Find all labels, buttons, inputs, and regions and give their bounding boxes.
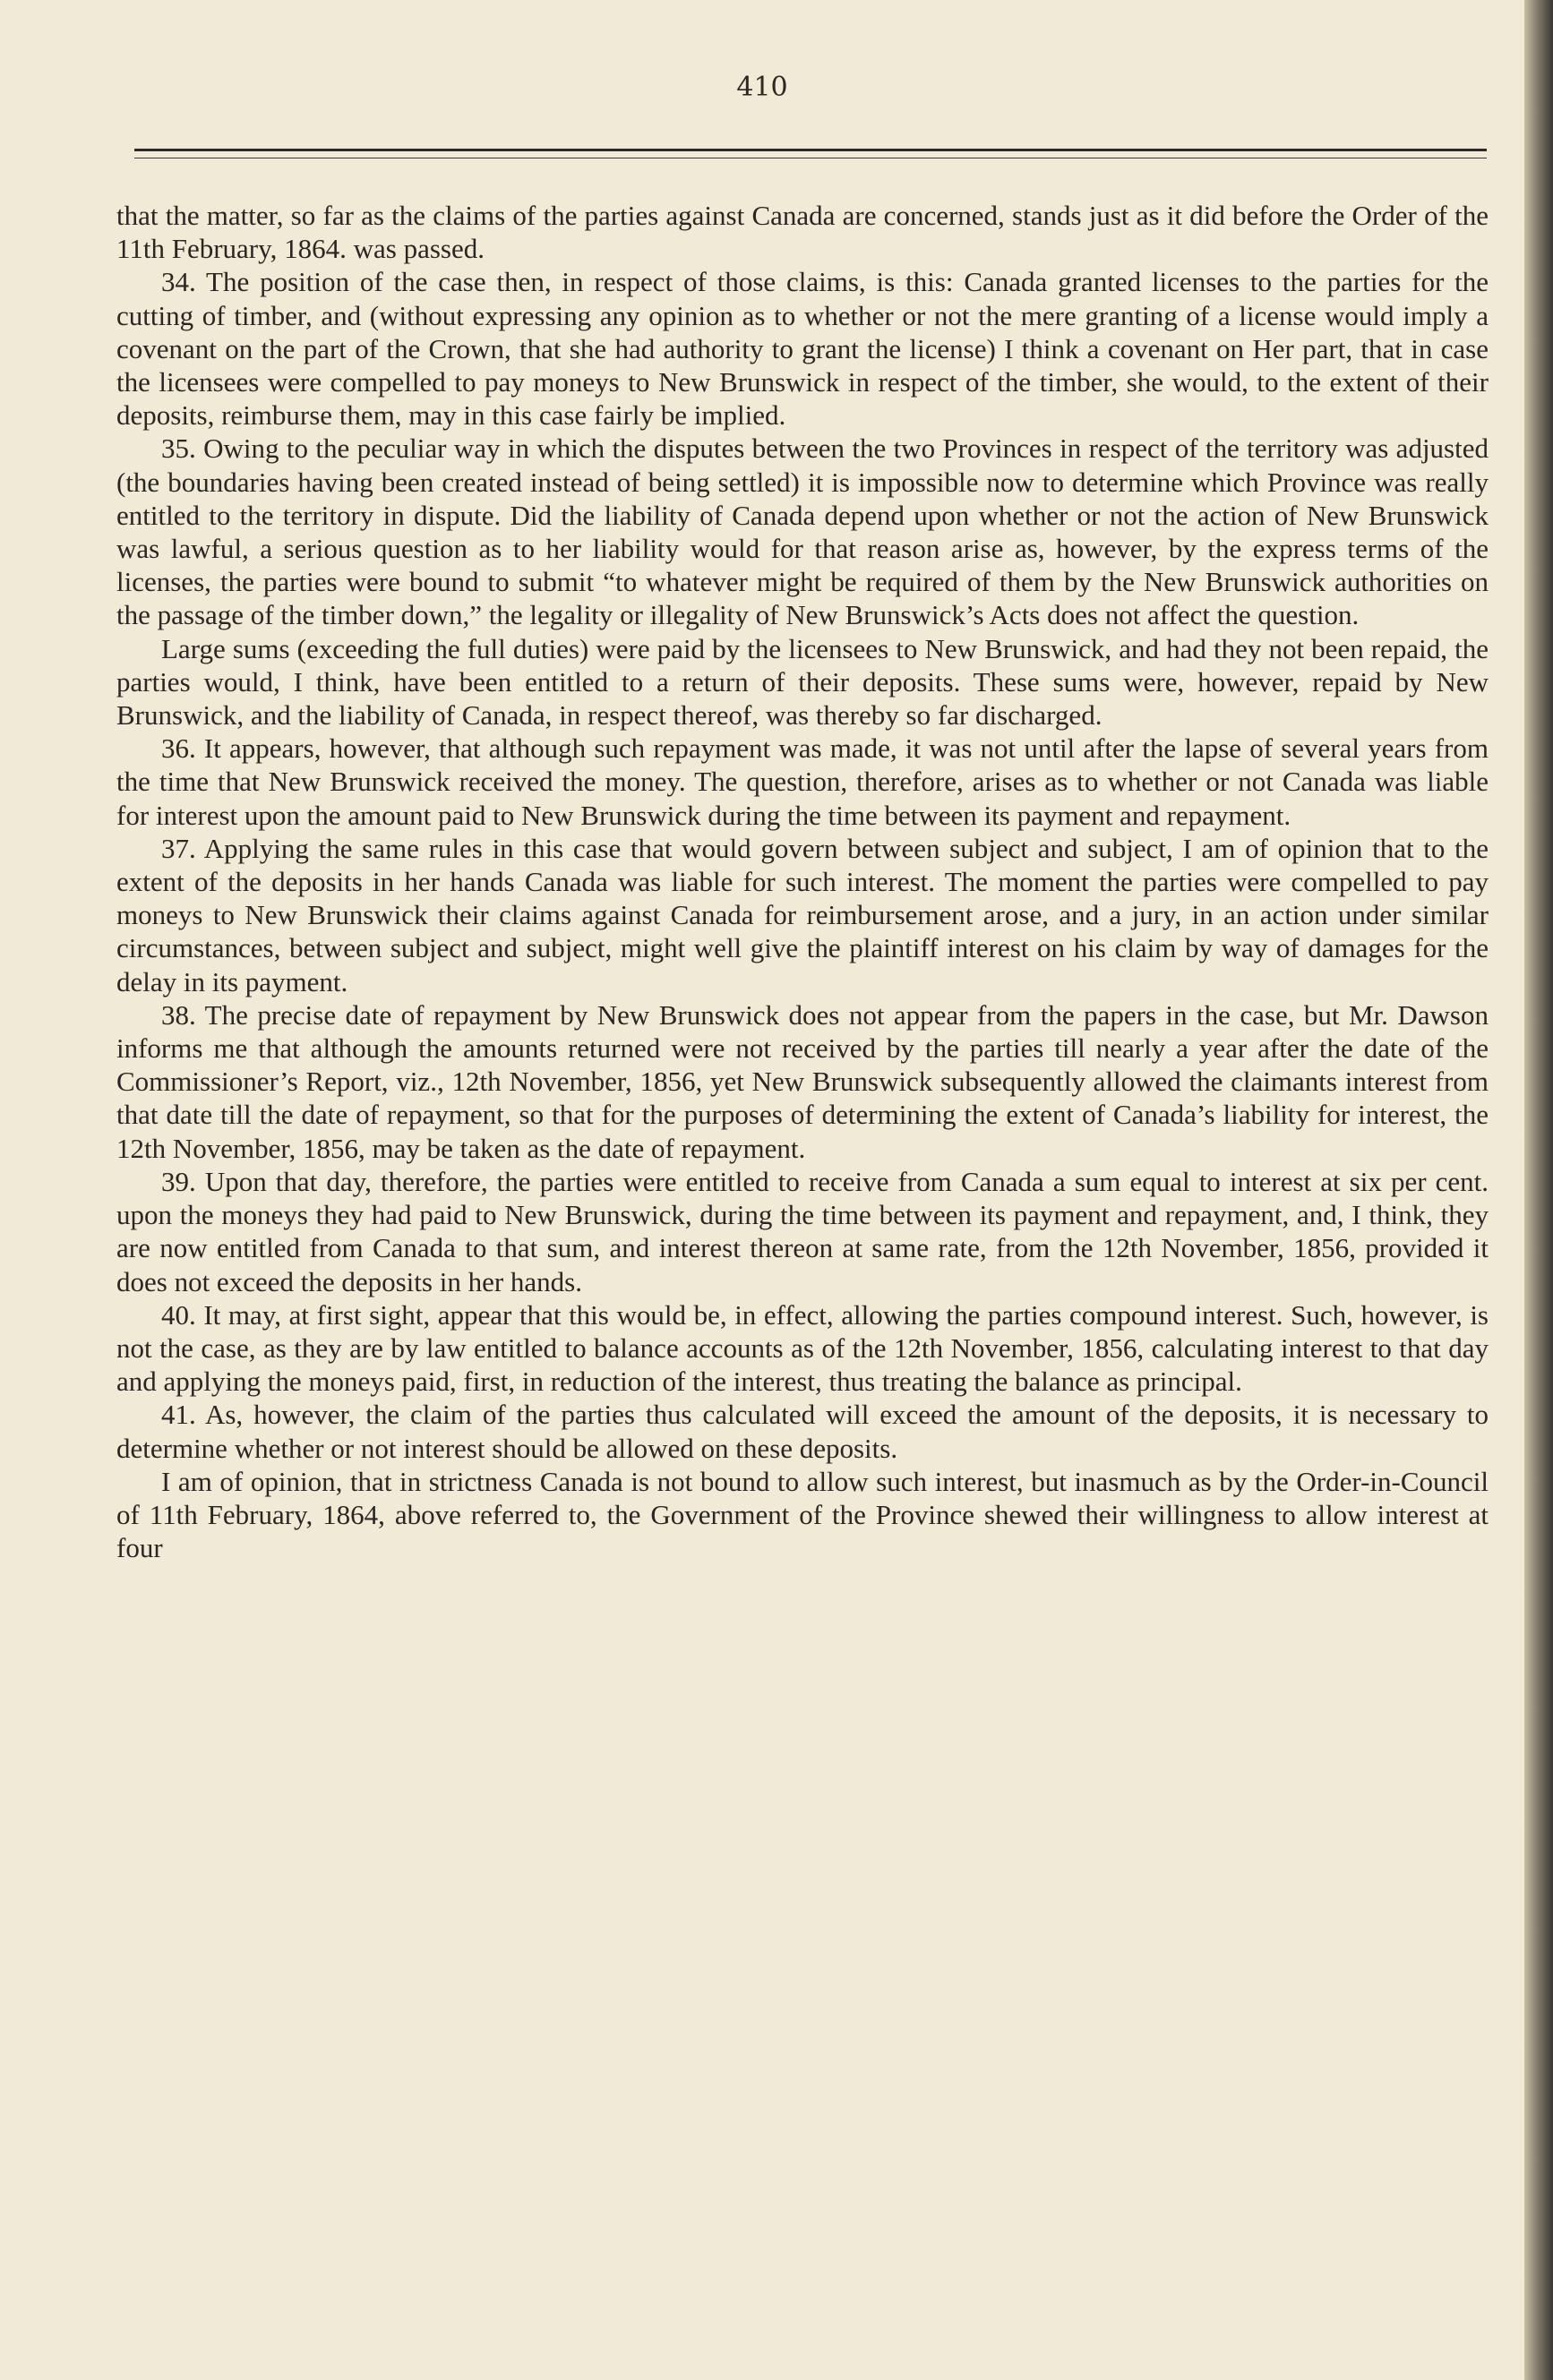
paragraph-36: 36. It appears, however, that although such repayment was made, it was not until after the lapse of several years from the time that New Brunswick received the money. The question, therefore, arises as to whether or not Canada was liable for interest upon the amount paid to New Brunswick during the time between its payment and repayment.: [116, 732, 1489, 831]
body-text: [116, 199, 1489, 1564]
paragraph-39: 39. Upon that day, therefore, the parties were entitled to receive from Canada a sum equal to interest at six per cent. upon the moneys they had paid to New Brunswick, during the time between its payment and repayment, and, I think, they are now entitled from Canada to that sum, and interest thereon at same rate, from the 12th November, 1856, provided it does not exceed the deposits in her hands.: [116, 1165, 1489, 1297]
header-rule-thick: [134, 149, 1487, 151]
paragraph-41-continued: I am of opinion, that in strictness Canada is not bound to allow such interest, but inasmuch as by the Order-in-Council of 11th February, 1864, above referred to, the Government of the Province shewed their willingness to allow interest at four: [116, 1465, 1489, 1564]
paragraph-41: 41. As, however, the claim of the parties thus calculated will exceed the amount of the deposits, it is necessary to determine whether or not interest should be allowed on these deposits.: [116, 1399, 1489, 1464]
paragraph-35-continued: Large sums (exceeding the full duties) were paid by the licensees to New Brunswick, and had they not been repaid, the parties would, I think, have been entitled to a return of their deposits. These sums were, however, repaid by New Brunswick, and the liability of Canada, in respect thereof, was thereby so far discharged.: [116, 632, 1489, 732]
paragraph-37: 37. Applying the same rules in this case that would govern between subject and subject, I am of opinion that to the extent of the deposits in her hands Canada was liable for such interest. The moment the parties were compelled to pay moneys to New Brunswick their claims against Canada for reimbursement arose, and a jury, in an action under similar circumstances, between subject and subject, might well give the plaintiff interest on his claim by way of damages for the delay in its payment.: [116, 832, 1489, 997]
paragraph: that the matter, so far as the claims of the parties against Canada are concerned, stands just as it did before the Order of the 11th February, 1864. was passed.: [116, 200, 1489, 265]
paragraph-40: 40. It may, at first sight, appear that this would be, in effect, allowing the parties compound interest. Such, however, is not the case, as they are by law entitled to balance accounts as of the 12th November, 1856, calculating interest to that day and applying the moneys paid, first, in reduction of the interest, thus treating the balance as principal.: [116, 1298, 1489, 1398]
page-edge-shadow: [1524, 0, 1553, 2380]
paragraph-34: 34. The position of the case then, in respect of those claims, is this: Canada granted licenses to the parties for the cutting of timber, and (without expressing any opinion as to whether or not the mere granting of a license would imply a covenant on the part of the Crown, that she had authority to grant the license) I think a covenant on Her part, that in case the licensees were compelled to pay moneys to New Brunswick in respect of the timber, she would, to the extent of their deposits, reimburse them, may in this case fairly be implied.: [116, 266, 1489, 432]
page-number: 410: [736, 72, 788, 103]
paragraph-35: 35. Owing to the peculiar way in which the disputes between the two Provinces in respect of the territory was adjusted (the boundaries having been created instead of being settled) it is impossible now to determine which Province was really entitled to the territory in dispute. Did the liability of Canada depend upon whether or not the action of New Brunswick was lawful, a serious question as to her liability would for that reason arise as, however, by the express terms of the licenses, the parties were bound to submit “to whatever might be required of them by the New Brunswick authorities on the passage of the timber down,” the legality or illegality of New Brunswick’s Acts does not affect the question.: [116, 432, 1489, 631]
paragraph-38: 38. The precise date of repayment by New Brunswick does not appear from the papers in the case, but Mr. Dawson informs me that although the amounts returned were not received by the parties till nearly a year after the date of the Commissioner’s Report, viz., 12th November, 1856, yet New Brunswick subsequently allowed the claimants interest from that date till the date of repayment, so that for the purposes of determining the extent of Canada’s liability for interest, the 12th November, 1856, may be taken as the date of repayment.: [116, 998, 1489, 1164]
